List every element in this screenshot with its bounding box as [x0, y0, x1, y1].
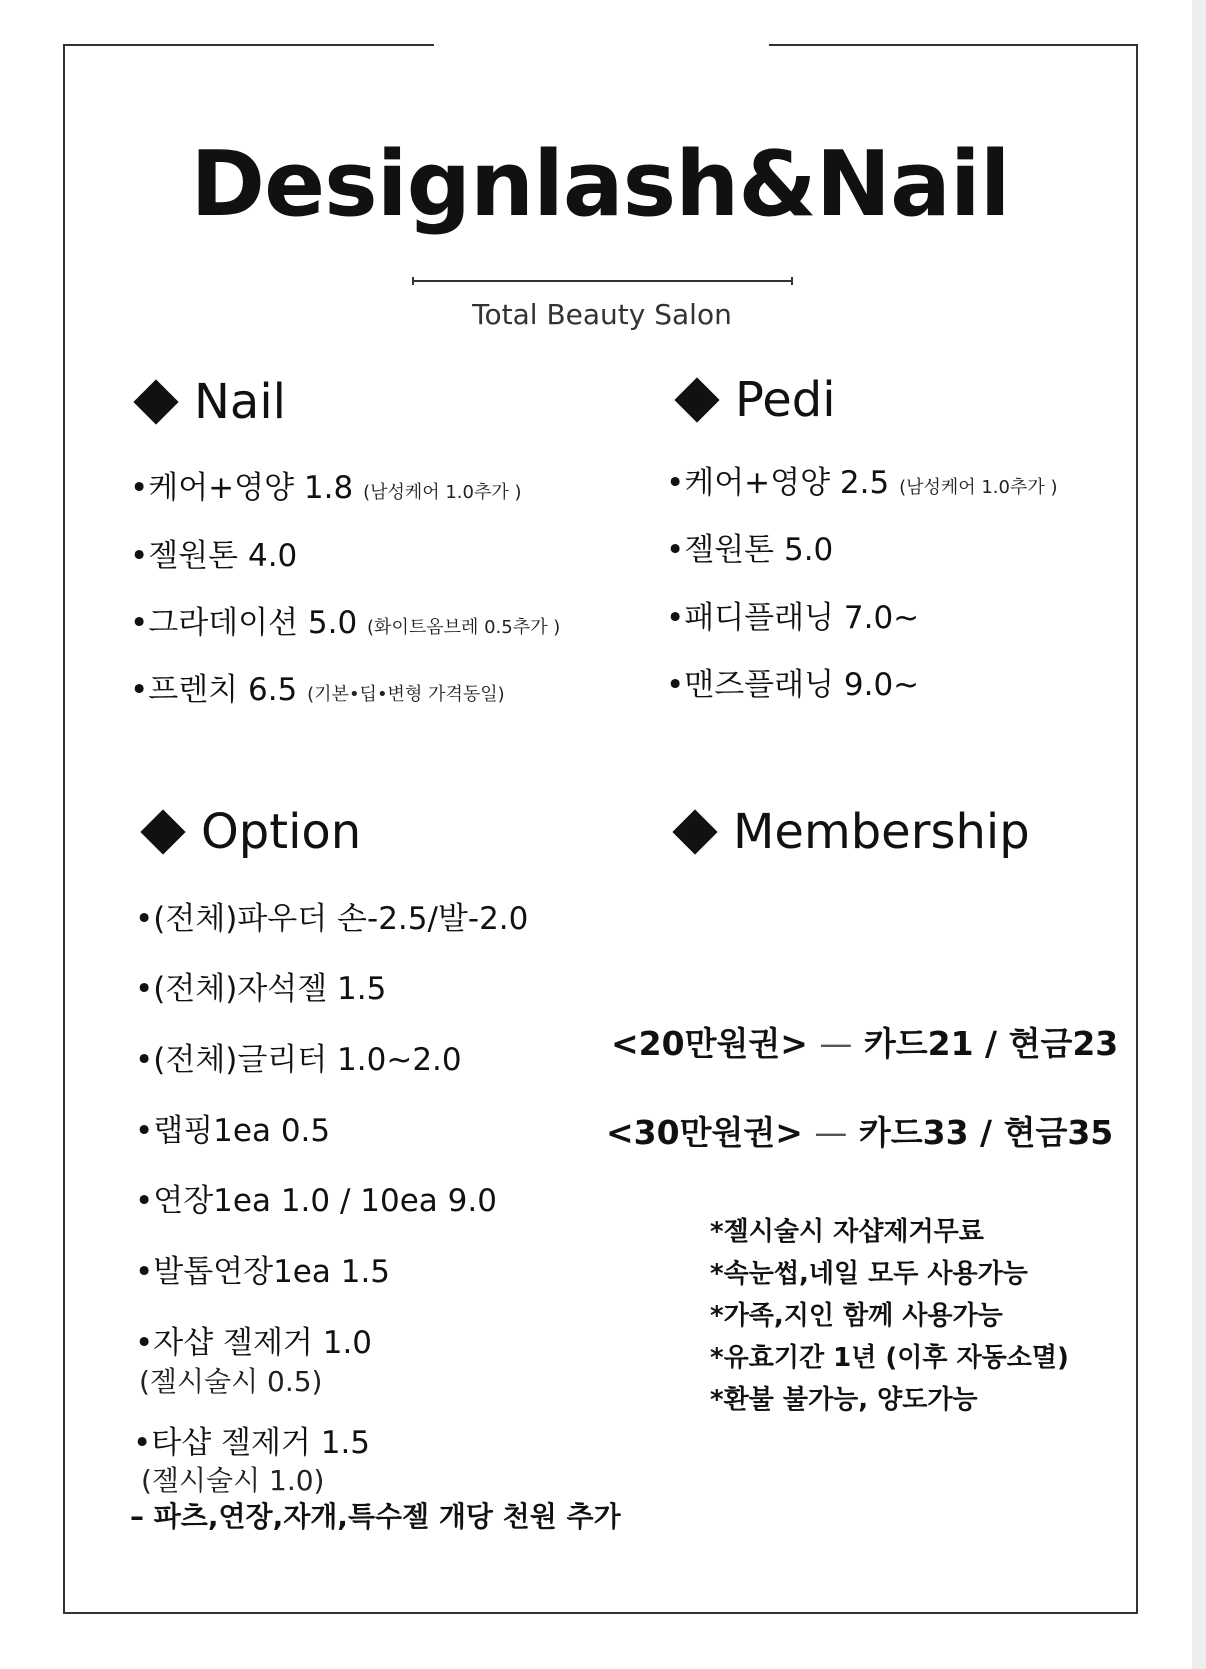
- diamond-icon: [133, 379, 178, 424]
- voucher-price: 카드33 / 현금35: [858, 1113, 1114, 1152]
- option-heading: [139, 804, 361, 860]
- membership-note: *젤시술시 자샵제거무료: [710, 1217, 984, 1247]
- pedi-item-label: •패디플래닝 7.0~: [666, 600, 920, 636]
- nail-item: [130, 597, 560, 642]
- membership-heading-label: Membership: [733, 804, 1030, 860]
- salon-subtitle: Total Beauty Salon: [472, 298, 732, 331]
- salon-title: Designlash&Nail: [190, 132, 1010, 237]
- diamond-icon: [672, 809, 717, 854]
- option-item: •발톱연장1ea 1.5: [135, 1254, 391, 1290]
- nail-item-note: (화이트옴브레 0.5추가 ): [367, 617, 561, 638]
- pedi-item: [666, 592, 919, 637]
- membership-row: [611, 1018, 1118, 1065]
- option-item: •랩핑1ea 0.5: [135, 1113, 331, 1149]
- membership-note: *유효기간 1년 (이후 자동소멸): [710, 1343, 1069, 1373]
- option-item: •(전체)파우더 손-2.5/발-2.0: [135, 901, 529, 937]
- separator-dash: —: [814, 1113, 848, 1152]
- option-item: •타샵 젤제거 1.5: [133, 1425, 371, 1461]
- nail-heading-label: Nail: [194, 374, 286, 430]
- frame-top-right: [769, 44, 1138, 46]
- separator-dash: —: [819, 1024, 853, 1063]
- pedi-item-label: •맨즈플래닝 9.0~: [666, 667, 920, 703]
- membership-note: *속눈썹,네일 모두 사용가능: [710, 1259, 1028, 1289]
- membership-note: *가족,지인 함께 사용가능: [710, 1301, 1003, 1331]
- page-edge-strip: [1192, 0, 1206, 1669]
- membership-note: *환불 불가능, 양도가능: [710, 1385, 978, 1415]
- extra-charge-note: – 파츠,연장,자개,특수젤 개당 천원 추가: [130, 1500, 621, 1533]
- title-divider: [412, 280, 793, 282]
- voucher-price: 카드21 / 현금23: [863, 1024, 1119, 1063]
- pedi-item: [666, 659, 919, 704]
- voucher-label: <30만원권>: [606, 1113, 803, 1152]
- diamond-icon: [140, 809, 185, 854]
- pedi-item: [666, 524, 833, 569]
- nail-item-label: •케어+영양 1.8: [130, 470, 354, 506]
- option-item: •(전체)자석젤 1.5: [135, 971, 387, 1007]
- pedi-item-label: •젤원톤 5.0: [666, 532, 834, 568]
- membership-notes: [710, 1211, 1069, 1421]
- voucher-label: <20만원권>: [611, 1024, 808, 1063]
- nail-heading: [132, 374, 286, 430]
- other-removal-note: (젤시술시 1.0): [141, 1464, 325, 1497]
- pedi-item-label: •케어+영양 2.5: [666, 465, 890, 501]
- frame-bottom: [63, 1612, 1138, 1614]
- nail-item: [130, 664, 505, 709]
- pedi-item-note: (남성케어 1.0추가 ): [899, 477, 1058, 498]
- nail-item-label: •그라데이션 5.0: [130, 605, 358, 641]
- option-item: •연장1ea 1.0 / 10ea 9.0: [135, 1183, 497, 1219]
- option-item: •자샵 젤제거 1.0: [135, 1325, 373, 1361]
- option-item: •(전체)글리터 1.0~2.0: [135, 1042, 462, 1078]
- nail-item-label: •프렌치 6.5: [130, 672, 298, 708]
- nail-item: [130, 462, 522, 507]
- frame-left: [63, 44, 65, 1614]
- pedi-item: [666, 457, 1058, 502]
- pedi-heading: [673, 372, 836, 428]
- frame-right: [1136, 44, 1138, 1614]
- diamond-icon: [674, 377, 719, 422]
- nail-item-label: •젤원톤 4.0: [130, 538, 298, 574]
- membership-row: [606, 1107, 1113, 1154]
- nail-item: [130, 530, 297, 575]
- frame-top-left: [63, 44, 434, 46]
- option-heading-label: Option: [201, 804, 362, 860]
- membership-heading: [671, 804, 1030, 860]
- self-removal-note: (젤시술시 0.5): [139, 1365, 323, 1398]
- pedi-heading-label: Pedi: [735, 372, 836, 428]
- nail-item-note: (남성케어 1.0추가 ): [363, 482, 522, 503]
- nail-item-note: (기본•딥•변형 가격동일): [307, 684, 505, 705]
